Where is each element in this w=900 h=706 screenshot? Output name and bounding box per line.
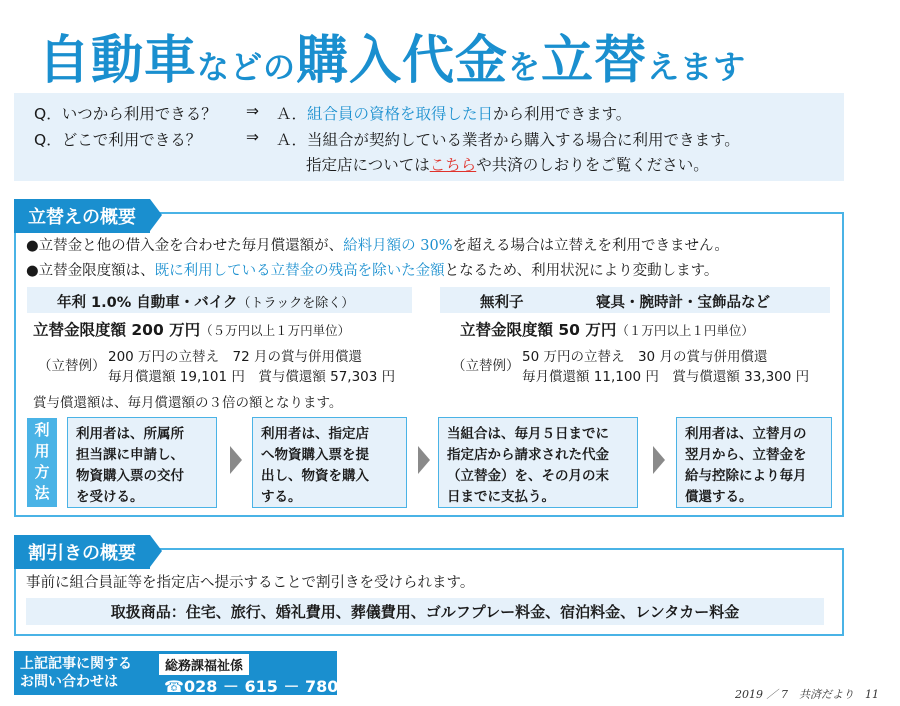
plan-header-goods: 無利子 寝具・腕時計・宝飾品など xyxy=(440,287,830,313)
title-part: などの xyxy=(197,48,297,86)
example-line: 50 万円の立替え 30 月の賞与併用償還 xyxy=(522,349,768,365)
limit-goods: 立替金限度額 50 万円（１万円以上１円単位） xyxy=(460,321,754,339)
example-line: 毎月償還額 11,100 円 賞与償還額 33,300 円 xyxy=(522,369,810,385)
example-tag: （立替例） xyxy=(452,358,520,374)
page-title xyxy=(38,18,747,91)
phone-icon: ☎ xyxy=(164,677,184,696)
chevron-right-icon xyxy=(418,446,430,474)
qa-box xyxy=(14,93,844,181)
bonus-note: 賞与償還額は、毎月償還額の３倍の額となります。 xyxy=(33,395,343,411)
chevron-right-icon xyxy=(653,446,665,474)
page-footer: 2019 ／ 7 共済だより 11 xyxy=(735,688,879,701)
example-tag: （立替例） xyxy=(38,358,106,374)
title-part: えます xyxy=(647,48,747,86)
bullet-2: ●立替金限度額は、既に利用している立替金の残高を除いた金額となるため、利用状況により変動します。 xyxy=(26,263,719,279)
title-part: を xyxy=(508,48,542,86)
flow-step-4: 利用者は、立替月の 翌月から、立替金を 給与控除により毎月 償還する。 xyxy=(676,417,832,508)
arrow-icon: ⇒ xyxy=(246,128,259,146)
flow-step-2: 利用者は、指定店 へ物資購入票を提 出し、物資を購入 する。 xyxy=(252,417,407,508)
plan-header-vehicle: 年利 1.0% 自動車・バイク（トラックを除く） xyxy=(27,287,412,313)
bullet-1: ●立替金と他の借入金を合わせた毎月償還額が、給料月額の 30%を超える場合は立替えを利用できません。 xyxy=(26,238,729,254)
example-line: 200 万円の立替え 72 月の賞与併用償還 xyxy=(108,349,363,365)
usage-method-tag: 利 用 方 法 xyxy=(27,418,57,507)
arrow-icon: ⇒ xyxy=(246,102,259,120)
discount-description: 事前に組合員証等を指定店へ提示することで割引きを受けられます。 xyxy=(26,575,475,591)
answer-2-note: 指定店についてはこちらや共済のしおりをご覧ください。 xyxy=(306,156,709,174)
store-list-link[interactable]: こちら xyxy=(429,156,477,174)
title-part: 自動車 xyxy=(38,31,198,91)
flow-step-1: 利用者は、所属所 担当課に申請し、 物資購入票の交付 を受ける。 xyxy=(67,417,217,508)
title-part: 購入代金 xyxy=(296,31,509,91)
question-1: Q．いつから利用できる？ xyxy=(34,105,217,123)
discount-section-label: 割引きの概要 xyxy=(14,535,150,569)
example-line: 毎月償還額 19,101 円 賞与償還額 57,303 円 xyxy=(108,369,396,385)
eligible-items: 取扱商品：住宅、旅行、婚礼費用、葬儀費用、ゴルフプレー料金、宿泊料金、レンタカー料金 xyxy=(26,598,824,625)
contact-box xyxy=(14,651,350,696)
contact-department: 総務課福祉係 xyxy=(159,654,249,675)
answer-2: Ａ．当組合が契約している業者から購入する場合に利用できます。 xyxy=(276,131,740,149)
advance-section-label: 立替えの概要 xyxy=(14,199,150,233)
contact-phone[interactable]: ☎028 － 615 － 7805 xyxy=(164,677,350,696)
contact-label: 上記記事に関する お問い合わせは xyxy=(20,656,132,690)
answer-1: Ａ．組合員の資格を取得した日から利用できます。 xyxy=(276,105,632,123)
title-part: 立替 xyxy=(541,31,648,91)
question-2: Q．どこで利用できる？ xyxy=(34,131,202,149)
chevron-right-icon xyxy=(230,446,242,474)
limit-vehicle: 立替金限度額 200 万円（５万円以上１万円単位） xyxy=(33,321,351,339)
flow-step-3: 当組合は、毎月５日までに 指定店から請求された代金 （立替金）を、その月の末 日までに支払う。 xyxy=(438,417,638,508)
